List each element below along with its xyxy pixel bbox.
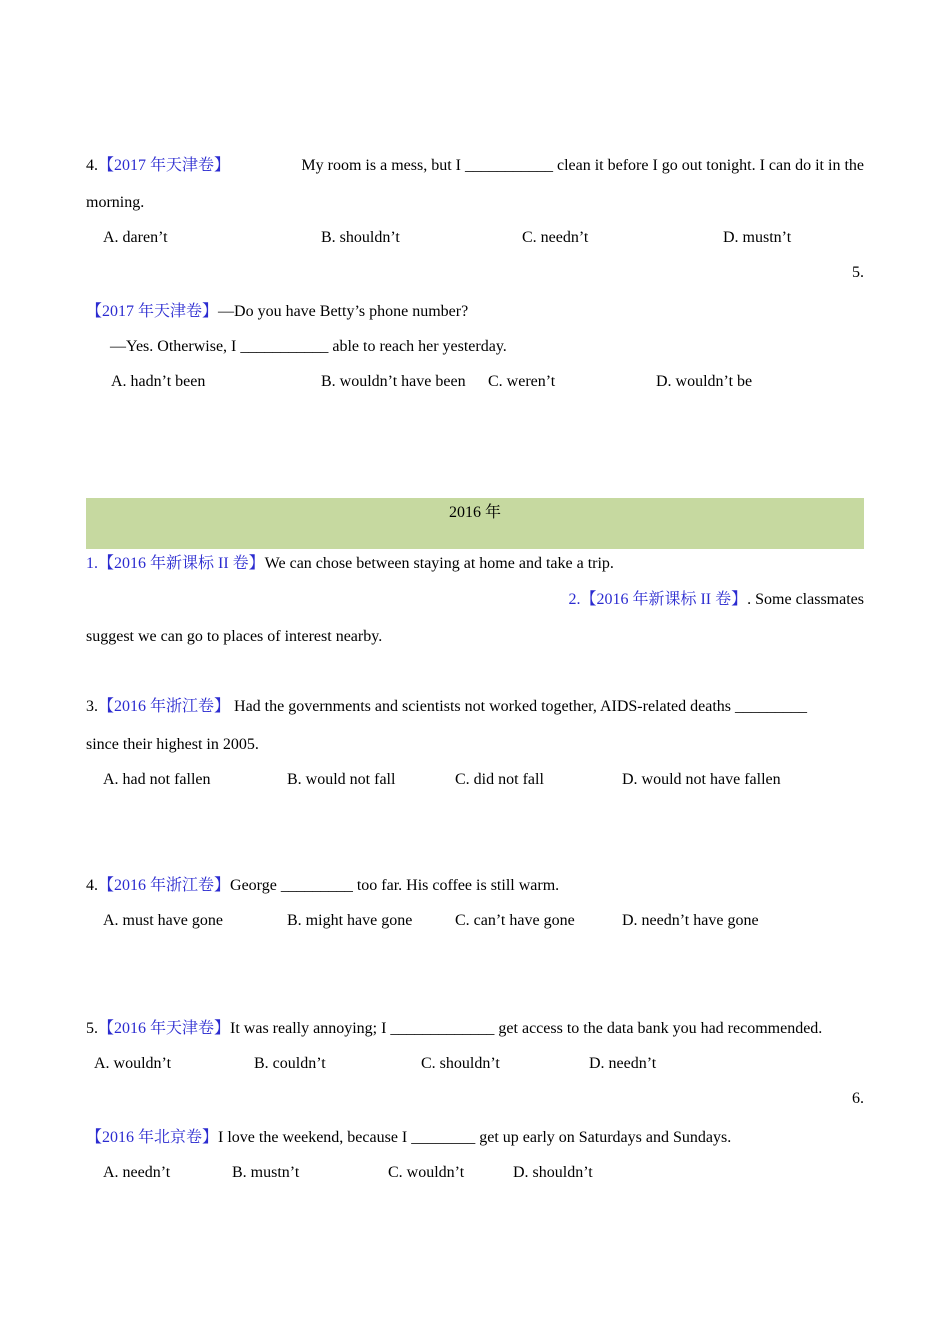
option-d: D. needn’t [589, 1055, 657, 1072]
option-b: B. would not fall [287, 771, 396, 788]
question-number: 5. [86, 1020, 98, 1037]
question-text: George _________ too far. His coffee is still warm. [230, 877, 560, 894]
question-text: My room is a mess, but I ___________ clean it before I go out tonight. I can do it in the [301, 157, 864, 174]
option-a: A. wouldn’t [94, 1055, 172, 1072]
question-number: 1. [86, 555, 98, 572]
question-number: 2. [568, 591, 581, 608]
option-c: C. can’t have gone [455, 912, 575, 929]
option-a: A. had not fallen [103, 771, 211, 788]
question-number: 6. [852, 1090, 864, 1107]
question-2017-5 [86, 302, 468, 322]
question-number: 5. [852, 264, 864, 281]
option-a: A. daren’t [103, 229, 168, 246]
question-text: . Some classmates [747, 591, 864, 608]
question-text: —Do you have Betty’s phone number? [218, 303, 469, 320]
question-2016-3 [86, 697, 807, 717]
option-b: B. couldn’t [254, 1055, 326, 1072]
question-number: 3. [86, 698, 98, 715]
question-2016-4 [86, 876, 559, 896]
option-a: A. must have gone [103, 912, 223, 929]
source-tag: 【2016 年浙江卷】 [98, 698, 231, 715]
question-text-continued: morning. [86, 194, 145, 211]
option-d: D. mustn’t [723, 229, 792, 246]
year-section-header [86, 498, 864, 549]
question-2016-1 [86, 554, 614, 574]
question-text-continued: suggest we can go to places of interest nearby. [86, 628, 383, 645]
source-tag: 【2016 年北京卷】 [86, 1129, 219, 1146]
option-c: C. did not fall [455, 771, 544, 788]
source-tag: 【2017 年天津卷】 [98, 157, 231, 174]
option-b: B. wouldn’t have been [321, 373, 466, 390]
question-text-continued: since their highest in 2005. [86, 736, 259, 753]
question-text: I love the weekend, because I ________ get up early on Saturdays and Sundays. [218, 1129, 732, 1146]
option-a: A. hadn’t been [111, 373, 206, 390]
option-d: D. wouldn’t be [656, 373, 753, 390]
source-tag: 【2016 年浙江卷】 [98, 877, 231, 894]
question-2016-6 [86, 1128, 731, 1148]
option-c: C. wouldn’t [388, 1164, 465, 1181]
question-2016-5 [86, 1019, 822, 1039]
option-b: B. mustn’t [232, 1164, 300, 1181]
option-b: B. might have gone [287, 912, 413, 929]
question-number: 4. [86, 157, 98, 174]
question-text-continued: —Yes. Otherwise, I ___________ able to reach her yesterday. [110, 338, 507, 355]
option-c: C. shouldn’t [421, 1055, 500, 1072]
question-2016-2 [400, 590, 864, 610]
option-d: D. would not have fallen [622, 771, 781, 788]
question-2017-4 [86, 156, 864, 176]
source-tag: 【2016 年天津卷】 [98, 1020, 231, 1037]
question-text: Had the governments and scientists not worked together, AIDS-related deaths _________ [230, 698, 808, 715]
question-text: We can chose between staying at home and take a trip. [264, 555, 614, 572]
option-b: B. shouldn’t [321, 229, 400, 246]
source-tag: 【2016 年新课标 II 卷】 [98, 555, 265, 572]
question-number: 4. [86, 877, 98, 894]
option-a: A. needn’t [103, 1164, 171, 1181]
option-c: C. needn’t [522, 229, 589, 246]
source-tag: 【2017 年天津卷】 [86, 303, 219, 320]
option-d: D. needn’t have gone [622, 912, 759, 929]
source-tag: 【2016 年新课标 II 卷】 [580, 591, 748, 608]
question-text: It was really annoying; I _____________ get access to the data bank you had recommended. [230, 1020, 823, 1037]
section-title: 2016 年 [448, 504, 501, 521]
option-c: C. weren’t [488, 373, 556, 390]
option-d: D. shouldn’t [513, 1164, 593, 1181]
